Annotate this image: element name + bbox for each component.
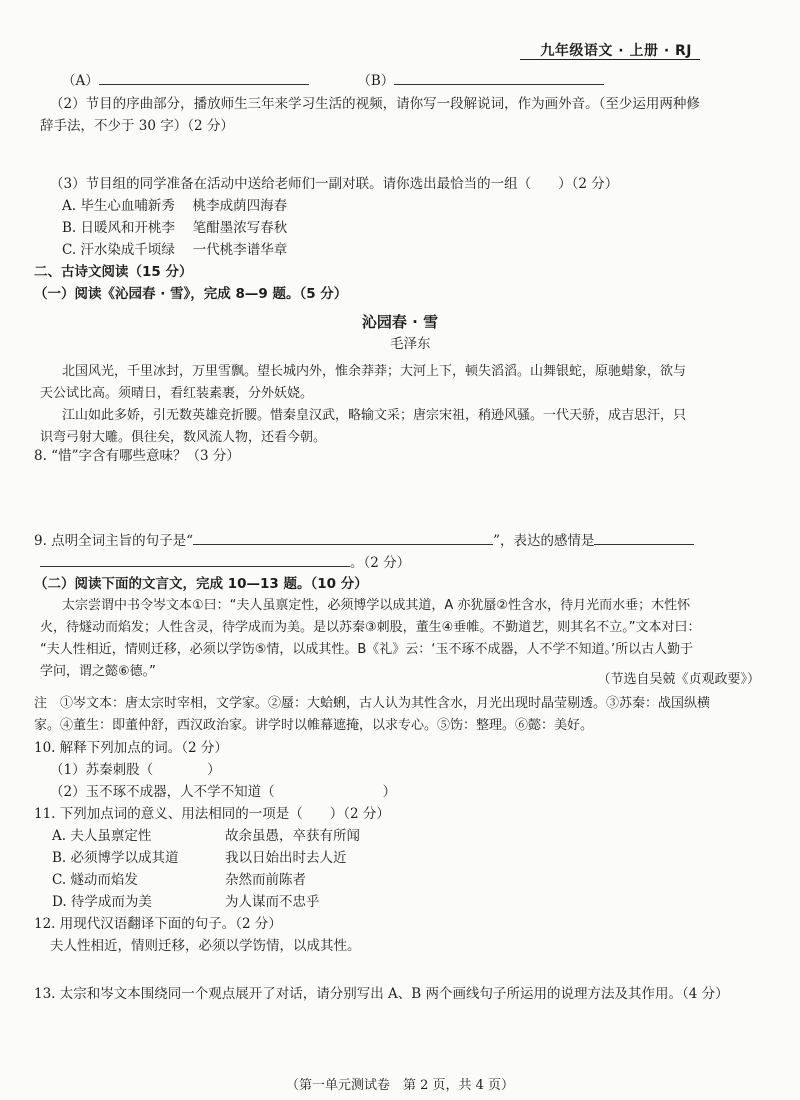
question-10-item-1: （1）苏秦刺股（ ） xyxy=(50,762,221,778)
passage-source: （节选自吴兢《贞观政要》） xyxy=(597,672,760,687)
q7-part2-line2: 辞手法，不少于 30 字）（2 分） xyxy=(40,118,234,134)
q9-blank-feeling-cont[interactable] xyxy=(40,552,350,567)
q9-part-c: 。（2 分） xyxy=(350,555,411,571)
poem-title: 沁园春 · 雪 xyxy=(361,313,439,331)
q11-option-b-right: 我以日始出时去人近 xyxy=(225,850,347,866)
question-13: 13. 太宗和岑文本围绕同一个观点展开了对话，请分别写出 A、B 两个画线句子所运用的说理方法及其作用。（4 分） xyxy=(34,986,729,1002)
q11-option-d-right: 为人谋而不忠乎 xyxy=(225,894,320,910)
blank-a-label: （A） xyxy=(62,73,99,89)
page-header-title: 九年级语文 · 上册 · RJ xyxy=(540,43,692,59)
blank-b-label: （B） xyxy=(357,73,395,89)
part2-title: （二）阅读下面的文言文，完成 10—13 题。（10 分） xyxy=(34,576,368,592)
q9-part-a: 9. 点明全词主旨的句子是“ xyxy=(34,533,194,549)
q7-option-b: B. 日暖风和开桃李 笔酣墨浓写春秋 xyxy=(62,220,288,236)
q11-option-a-left: A. 夫人虽禀定性 xyxy=(52,828,152,844)
passage-line-4: 学问，谓之懿⑥德。” xyxy=(40,664,156,679)
section2-title: 二、古诗文阅读（15 分） xyxy=(34,264,193,280)
q7-answer-blanks xyxy=(62,70,782,91)
blank-a-line[interactable] xyxy=(99,70,309,85)
passage-line-1: 太宗尝谓中书令岑文本①曰：“夫人虽禀定性，必须博学以成其道，A 亦犹蜃②性含水，待月光而水垂；木性怀 xyxy=(62,598,691,613)
q11-option-c-left: C. 燧动而焰发 xyxy=(52,872,138,888)
poem-line-1: 北国风光，千里冰封，万里雪飘。望长城内外，惟余莽莽；大河上下，顿失滔滔。山舞银蛇，原驰蜡象，欲与 xyxy=(62,364,687,379)
q11-option-d-left: D. 待学成而为美 xyxy=(52,894,152,910)
passage-line-2: 火，待燧动而焰发；人性含灵，待学成而为美。是以苏秦③刺股，董生④垂帷。不勤道艺，则其名不立。”文本对曰： xyxy=(40,620,701,635)
q11-option-b-left: B. 必须博学以成其道 xyxy=(52,850,179,866)
blank-b-line[interactable] xyxy=(394,70,604,85)
question-10-item-2: （2）玉不琢不成器，人不学不知道（ ） xyxy=(50,784,397,800)
q9-part-b: ”，表达的感情是 xyxy=(493,533,595,549)
notes-line-2: 家。④董生：即董仲舒，西汉政治家。讲学时以帷幕遮掩，以求专心。⑤饬：整理。⑥懿：美好。 xyxy=(34,718,594,733)
poem-line-2: 天公试比高。须晴日，看红装素裹，分外妖娆。 xyxy=(40,386,314,401)
header-rule xyxy=(520,59,700,60)
poem-line-3: 江山如此多娇，引无数英雄竞折腰。惜秦皇汉武，略输文采；唐宗宋祖，稍逊风骚。一代天骄，成吉思汗，只 xyxy=(62,408,687,423)
passage-line-3: “夫人性相近，情则迁移，必须以学饬⑤情，以成其性。B《礼》云：‘玉不琢不成器，人不学不知道。’所以古人勤于 xyxy=(40,642,694,657)
question-10: 10. 解释下列加点的词。（2 分） xyxy=(34,740,228,756)
q7-part2-line1: （2）节目的序曲部分，播放师生三年来学习生活的视频，请你写一段解说词，作为画外音。（至少运用两种修 xyxy=(50,96,700,112)
q9-blank-sentence[interactable] xyxy=(193,530,493,545)
q7-part3-stem: （3）节目组的同学准备在活动中送给老师们一副对联。请你选出最恰当的一组（ ）（2 分） xyxy=(50,176,619,192)
page-footer: （第一单元测试卷 第 2 页，共 4 页） xyxy=(285,1078,515,1093)
q9-blank-feeling[interactable] xyxy=(594,530,694,545)
question-8: 8. “惜”字含有哪些意味？（3 分） xyxy=(34,448,240,464)
notes-line-1: 注 ①岑文本：唐太宗时宰相，文学家。②蜃：大蛤蜊，古人认为其性含水，月光出现时晶莹剔透。③苏秦：战国纵横 xyxy=(34,696,711,711)
q7-option-a: A. 毕生心血哺新秀 桃李成荫四海春 xyxy=(62,198,288,214)
question-11: 11. 下列加点词的意义、用法相同的一项是（ ）（2 分） xyxy=(34,806,390,822)
q11-option-c-right: 杂然而前陈者 xyxy=(225,872,306,888)
question-9-line1 xyxy=(34,530,754,551)
part1-title: （一）阅读《沁园春 · 雪》，完成 8—9 题。（5 分） xyxy=(34,286,348,302)
q7-option-c: C. 汗水染成千顷绿 一代桃李谱华章 xyxy=(62,242,288,258)
q11-option-a-right: 故余虽愚，卒获有所闻 xyxy=(225,828,360,844)
question-9-line2 xyxy=(40,552,760,573)
question-12: 12. 用现代汉语翻译下面的句子。（2 分） xyxy=(34,916,282,932)
poem-author: 毛泽东 xyxy=(390,336,431,352)
poem-line-4: 识弯弓射大雕。俱往矣，数风流人物，还看今朝。 xyxy=(40,430,327,445)
q12-sentence: 夫人性相近，情则迁移，必须以学饬情，以成其性。 xyxy=(50,938,361,954)
